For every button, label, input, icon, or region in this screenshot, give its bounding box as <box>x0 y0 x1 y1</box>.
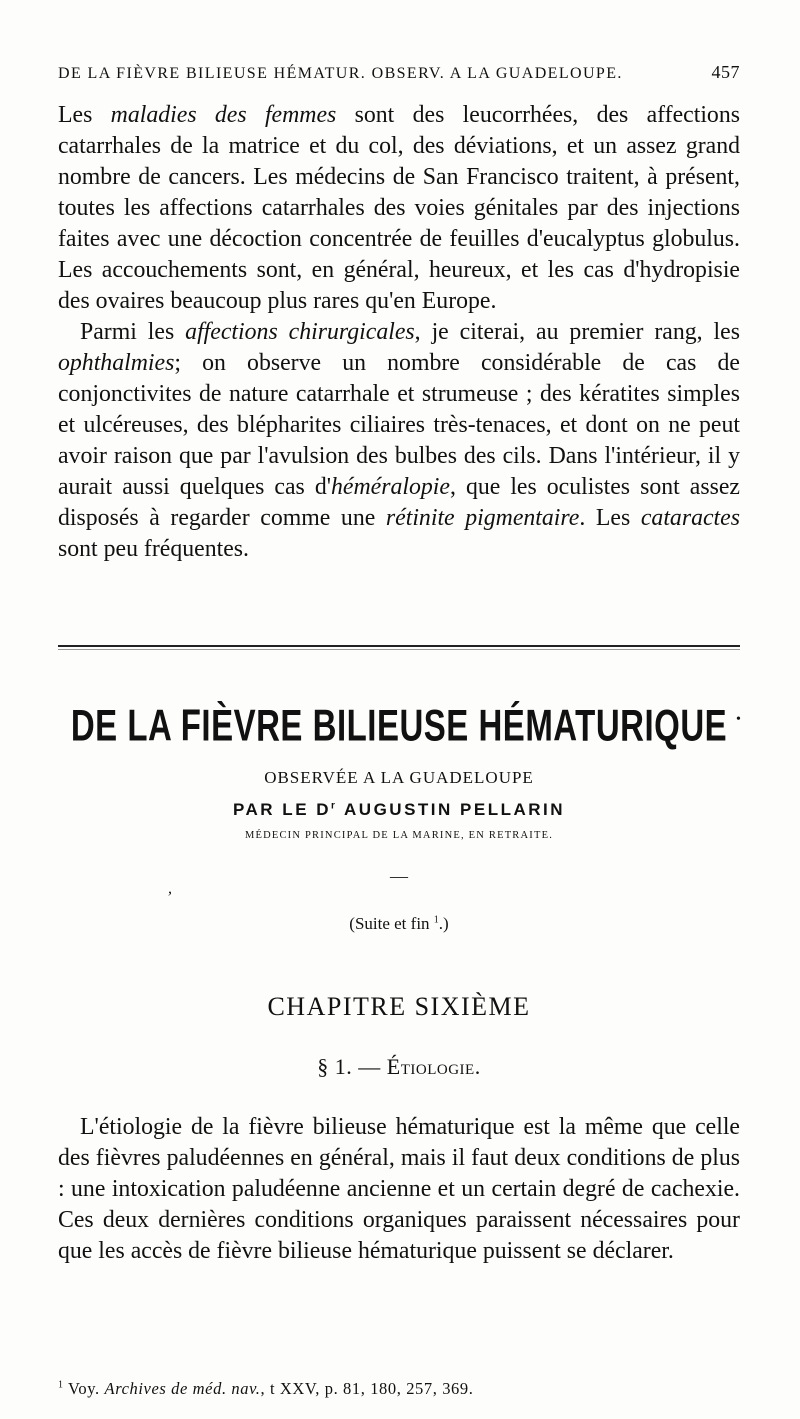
italic-term: héméralopie <box>331 474 450 500</box>
article-subtitle: OBSERVÉE A LA GUADELOUPE <box>264 768 534 787</box>
running-head-title: DE LA FIÈVRE BILIEUSE HÉMATUR. OBSERV. A LA GUADELOUPE. <box>58 65 623 82</box>
text-block-top <box>58 100 740 565</box>
author-position: MÉDECIN PRINCIPAL DE LA MARINE, EN RETRAITE. <box>244 830 554 841</box>
chapter-heading: CHAPITRE SIXIÈME <box>267 992 531 1021</box>
italic-term: rétinite pigmentaire <box>385 505 580 531</box>
italic-term: ophthalmies <box>58 350 175 376</box>
article-title: DE LA FIÈVRE BILIEUSE HÉMATURIQUE <box>70 700 728 750</box>
paragraph-maladies-des-femmes: Les maladies des femmes sont des leucorrhées, des affections catarrhales de la matrice et du col, des déviations, et un assez grand nombre de cancers. Les médecins de San Francisco traitent, à présent, toutes les affections catarrhales des voies génitales par des injections faites avec une décoction concentrée de feuilles d'eucalyptus globulus. Les accouchements sont, en général, heureux, et les cas d'hydropisie des ovaires beaucoup plus rares qu'en Europe. <box>58 102 740 314</box>
italic-term: cataractes <box>640 505 740 531</box>
page-number: 457 <box>711 62 740 82</box>
section-title: Étiologie. <box>386 1054 481 1079</box>
footnote: $^1$ Voy. Archives de méd. nav., t XXV, p. 81, 180, 257, 369. <box>58 1379 474 1398</box>
continuation-note: (Suite et fin $^1$.) <box>349 914 449 933</box>
print-speck: • <box>736 712 741 727</box>
section-divider-thin <box>58 649 740 650</box>
author-byline: PAR LE $D^r$ AUGUSTIN PELLARIN <box>232 800 566 819</box>
print-speck: , <box>168 880 172 897</box>
italic-term: maladies des femmes <box>110 102 337 128</box>
running-head <box>58 62 740 83</box>
section-divider <box>58 645 740 647</box>
text-block-bottom <box>58 1112 740 1267</box>
separator-dash: — <box>390 866 408 886</box>
italic-term: affections chirurgicales <box>185 319 415 345</box>
paragraph-affections-chirurgicales: Parmi les affections chirurgicales, je citerai, au premier rang, les ophthalmies; on observe un nombre considérable de cas de conjonctivites de nature catarrhale et strumeuse ; des kératites simples et ulcéreuses, des blépharites ciliaires très-tenaces, et dont on ne peut avoir raison que par l'avulsion des bulbes des cils. Dans l'intérieur, il y aurait aussi quelques cas d'héméralopie, que les oculistes sont assez disposés à regarder comme une rétinite pigmentaire. Les cataractes sont peu fréquentes. <box>58 319 740 562</box>
section-heading: § 1. — Étiologie. <box>317 1054 481 1079</box>
paragraph-etiologie: L'étiologie de la fièvre bilieuse hématurique est la même que celle des fièvres paludéennes en général, mais il faut deux conditions de plus : une intoxication paludéenne ancienne et un certain degré de cachexie. Ces deux dernières conditions organiques paraissent nécessaires pour que les accès de fièvre bilieuse hématurique puissent se déclarer. <box>58 1114 740 1264</box>
